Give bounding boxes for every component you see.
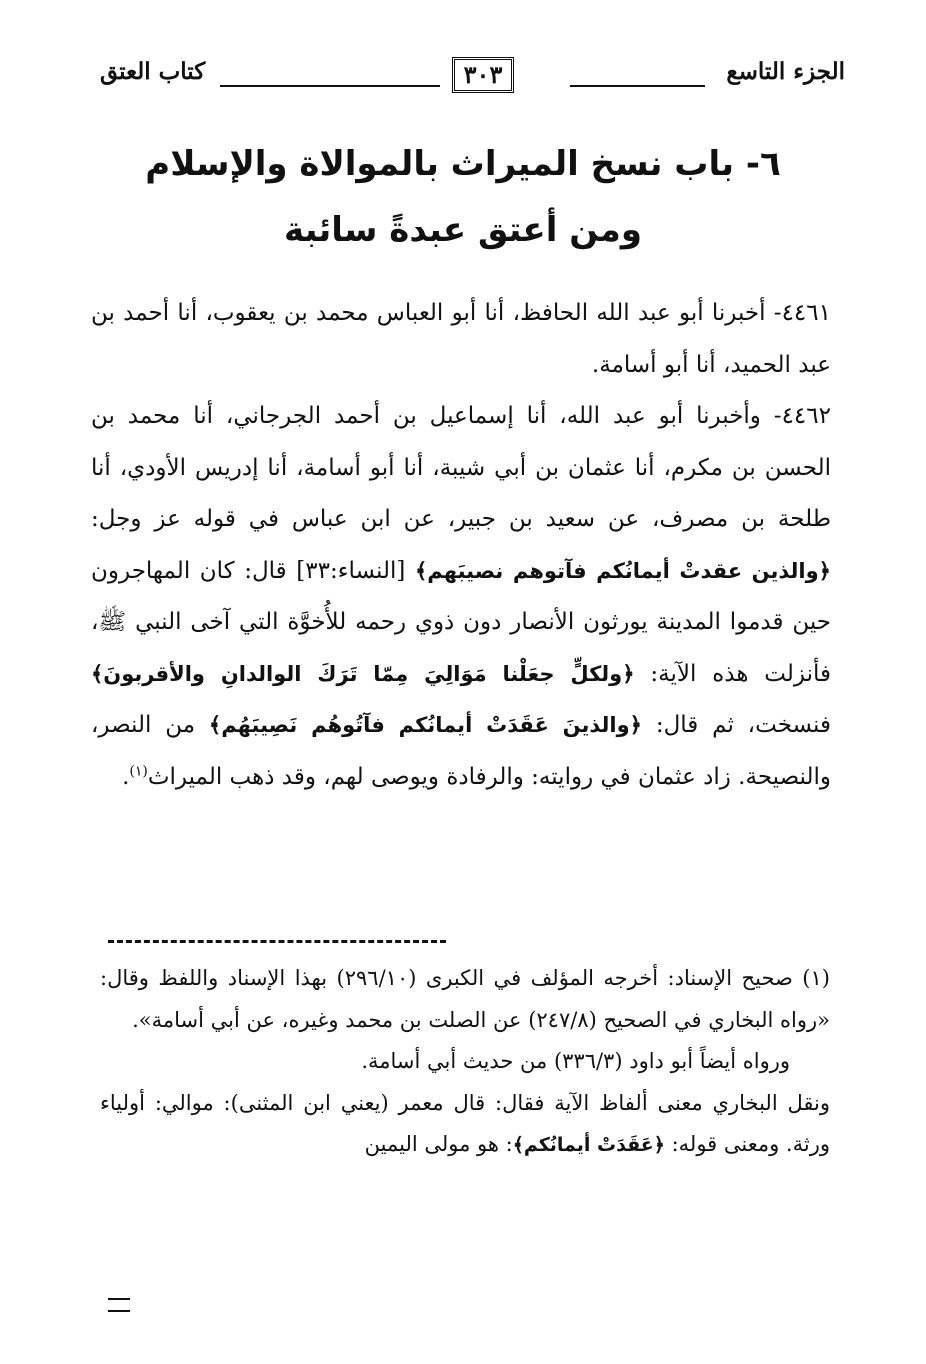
hadith-text: [النساء:٣٣] قال: كان المهاجرون حين قدموا المدينة يورثون الأنصار دون ذوي رحمه للأُخوَّة التي آخى النبي ﷺ، فأنزلت هذه الآية: [91, 557, 831, 687]
header-rule-right [570, 85, 705, 87]
footnotes [100, 958, 830, 1167]
footnote-separator [108, 940, 446, 943]
page-number: ٣٠٣ [452, 57, 514, 93]
footnote-text: : هو مولى اليمين [364, 1132, 513, 1156]
hadith-text: فنسخت، ثم قال: [642, 712, 831, 738]
quran-verse: ﴿والذين عقدتْ أيمانُكم فآتوهم نصيبَهم﴾ [414, 558, 831, 583]
footnote-text: ونقل البخاري معنى ألفاظ الآية فقال: قال معمر (يعني ابن المثنى): موالي: أولياء ورثة. ومعنى قوله: [100, 1090, 830, 1156]
volume-label: الجزء التاسع [726, 58, 845, 85]
chapter-title [60, 140, 866, 254]
footnote-1-continued [100, 1083, 830, 1167]
page-header [100, 48, 845, 108]
book-label: كتاب العتق [100, 58, 206, 85]
header-rule-left [220, 85, 440, 87]
continuation-mark [108, 1298, 130, 1312]
footnote-1: (١) صحيح الإسناد: أخرجه المؤلف في الكبرى (٢٩٦/١٠) بهذا الإسناد واللفظ وقال: «رواه البخاري في الصحيح (٢٤٧/٨) عن الصلت بن محمد وغيره، عن أبي أسامة». [100, 966, 830, 1032]
hadith-end: . [122, 763, 130, 790]
footnote-reference[interactable]: (١) [129, 762, 148, 779]
quran-verse: ﴿والذينَ عَقَدَتْ أيمانُكم فآتُوهُم نَصِيبَهُم﴾ [208, 713, 642, 737]
hadith-4462 [91, 391, 831, 803]
footnote-1-continued: ورواه أيضاً أبو داود (٣٣٦/٣) من حديث أبي أسامة. [361, 1049, 790, 1073]
chapter-title-line1: ٦- باب نسخ الميراث بالموالاة والإسلام [145, 144, 781, 184]
quran-verse: ﴿ولكلٍّ جعَلْنا مَوَالِيَ مِمّا تَرَكَ الوالدانِ والأقربونَ﴾ [91, 661, 635, 686]
hadith-text: من النصر، والنصيحة. زاد عثمان في روايته: والرفادة ويوصى لهم، وقد ذهب الميراث [91, 712, 831, 790]
hadith-text: ٤٤٦٢- وأخبرنا أبو عبد الله، أنا إسماعيل بن أحمد الجرجاني، أنا محمد بن الحسن بن مكرم، أنا عثمان بن أبي شيبة، أنا أبو أسامة، أنا إدريس الأودي، أنا طلحة بن مصرف، عن سعيد بن جبير، عن ابن عباس في قوله عز وجل: [91, 403, 831, 532]
main-text [91, 288, 831, 803]
hadith-4461: ٤٤٦١- أخبرنا أبو عبد الله الحافظ، أنا أبو العباس محمد بن يعقوب، أنا أحمد بن عبد الحميد، أنا أبو أسامة. [91, 300, 831, 378]
chapter-title-line2: ومن أعتق عبدةً سائبة [284, 210, 642, 250]
quran-verse: ﴿عَقَدَتْ أيمانُكم﴾ [512, 1134, 665, 1156]
